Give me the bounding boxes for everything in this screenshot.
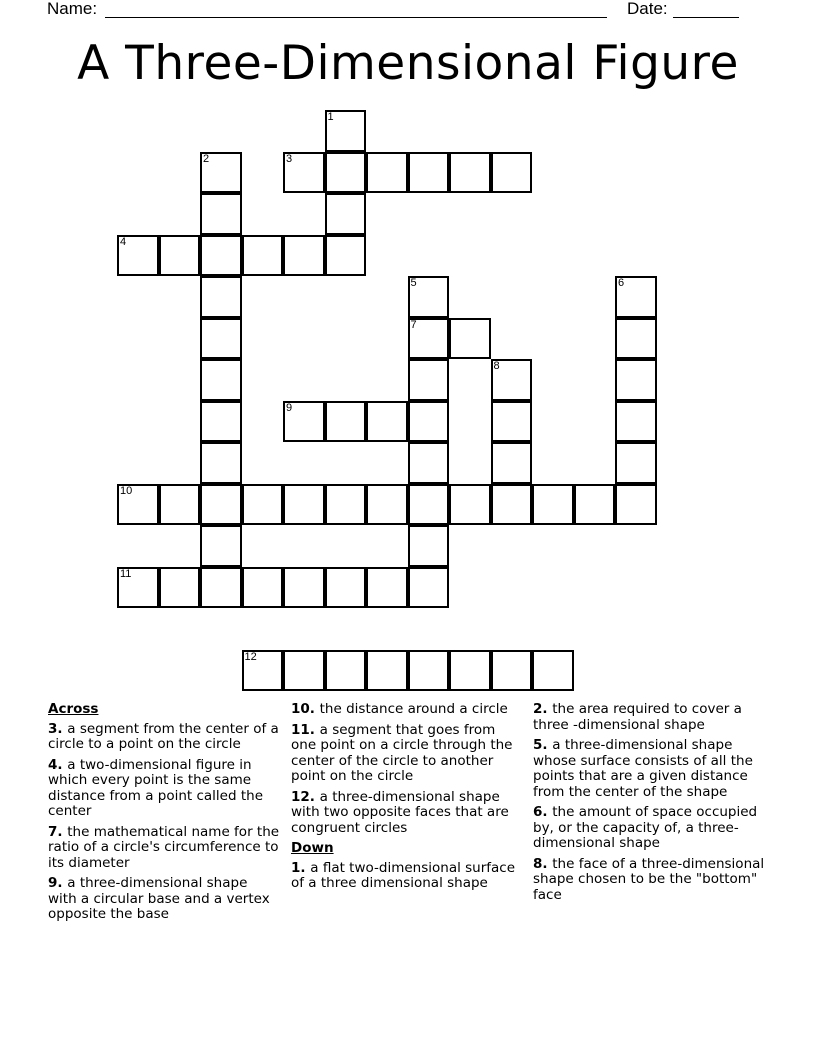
clue-number: 5: [533, 737, 543, 753]
grid-cell[interactable]: [366, 484, 408, 526]
clue-across-3: 3. a segment from the center of a circle to a point on the circle: [48, 720, 279, 752]
grid-cell[interactable]: [242, 484, 284, 526]
grid-cell[interactable]: [615, 401, 657, 443]
clue-number: 8: [533, 855, 543, 872]
grid-cell-number: 6: [618, 277, 625, 289]
grid-cell[interactable]: [408, 442, 450, 484]
grid-cell-number: 9: [286, 401, 293, 414]
clue-number: 7: [48, 823, 58, 840]
clue-number: 11: [291, 721, 310, 738]
grid-cell[interactable]: [283, 484, 325, 526]
grid-cell-number: 5: [410, 277, 417, 289]
grid-cell[interactable]: [491, 401, 533, 443]
grid-cell[interactable]: [200, 276, 242, 318]
grid-cell[interactable]: [159, 484, 201, 526]
grid-cell[interactable]: [491, 152, 533, 194]
grid-cell[interactable]: [408, 567, 450, 609]
clue-number: 4: [48, 756, 58, 773]
clue-number: 12: [291, 788, 310, 805]
grid-cell[interactable]: [200, 567, 242, 609]
clue-across-7: 7. the mathematical name for the ratio of a circle's circumference to its diameter: [48, 823, 280, 871]
down-heading: Down: [291, 840, 334, 856]
grid-cell[interactable]: [408, 359, 450, 401]
grid-cell-number: 7: [410, 318, 417, 331]
grid-cell[interactable]: [325, 110, 367, 152]
grid-cell[interactable]: [491, 359, 533, 401]
grid-cell-number: 2: [203, 152, 210, 165]
clue-across-11: 11. a segment that goes from one point on a circle through the center of the circle to another point on the circle: [291, 721, 513, 784]
grid-cell[interactable]: [408, 650, 450, 692]
grid-cell-number: 8: [493, 360, 500, 372]
grid-cell[interactable]: [200, 525, 242, 567]
clue-column-2: [291, 702, 523, 897]
grid-cell[interactable]: [283, 401, 325, 443]
grid-cell[interactable]: [615, 484, 657, 526]
grid-cell[interactable]: [449, 650, 491, 692]
clue-across-12: 12. a three-dimensional shape with two opposite faces that are congruent circles: [291, 788, 509, 836]
clue-down-8: 8. the face of a three-dimensional shape chosen to be the "bottom" face: [533, 855, 765, 903]
clue-text: a segment that goes from one point on a circle through the center of the circle to another point on the circle: [291, 721, 513, 784]
grid-cell[interactable]: [491, 484, 533, 526]
grid-cell[interactable]: [615, 359, 657, 401]
grid-cell[interactable]: [325, 401, 367, 443]
grid-cell[interactable]: [574, 484, 616, 526]
clue-text: a segment from the center of a circle to a point on the circle: [48, 720, 279, 752]
clue-text: a three-dimensional shape with a circular base and a vertex opposite the base: [48, 875, 270, 922]
date-label: Date:: [627, 0, 668, 18]
clue-across-10: 10. the distance around a circle: [291, 701, 508, 717]
grid-cell[interactable]: [449, 484, 491, 526]
grid-cell[interactable]: [117, 484, 159, 526]
clue-text: the area required to cover a three -dimensional shape: [533, 701, 742, 733]
grid-cell[interactable]: [159, 235, 201, 277]
grid-cell[interactable]: [117, 235, 159, 277]
grid-cell-number: 12: [244, 650, 257, 663]
grid-cell[interactable]: [325, 152, 367, 194]
grid-cell[interactable]: [159, 567, 201, 609]
grid-cell-number: 10: [120, 484, 133, 497]
grid-cell[interactable]: [325, 650, 367, 692]
grid-cell-number: 4: [120, 235, 127, 248]
grid-cell[interactable]: [325, 484, 367, 526]
clue-text: the face of a three-dimensional shape chosen to be the "bottom" face: [533, 855, 765, 903]
grid-cell[interactable]: [532, 484, 574, 526]
across-heading: Across: [48, 701, 99, 717]
clue-text: the amount of space occupied by, or the capacity of, a three-dimensional shape: [533, 804, 758, 851]
grid-cell[interactable]: [532, 650, 574, 692]
grid-cell[interactable]: [325, 567, 367, 609]
clue-text: the mathematical name for the ratio of a circle's circumference to its diameter: [48, 823, 280, 871]
grid-cell[interactable]: [200, 359, 242, 401]
clue-text: the distance around a circle: [319, 701, 508, 717]
grid-cell[interactable]: [283, 567, 325, 609]
grid-cell[interactable]: [491, 650, 533, 692]
clue-down-6: 6. the amount of space occupied by, or the capacity of, a three-dimensional shape: [533, 804, 758, 851]
grid-cell[interactable]: [325, 235, 367, 277]
grid-cell[interactable]: [200, 235, 242, 277]
grid-cell[interactable]: [366, 567, 408, 609]
grid-cell[interactable]: [408, 152, 450, 194]
grid-cell-number: 11: [120, 567, 132, 580]
grid-cell[interactable]: [615, 442, 657, 484]
grid-cell[interactable]: [491, 442, 533, 484]
grid-cell[interactable]: [200, 318, 242, 360]
grid-cell-number: 3: [286, 152, 293, 165]
grid-cell[interactable]: [242, 567, 284, 609]
grid-cell[interactable]: [117, 567, 159, 609]
clue-text: a two-dimensional figure in which every point is the same distance from a point called the center: [48, 756, 264, 819]
grid-cell[interactable]: [200, 401, 242, 443]
grid-cell[interactable]: [408, 525, 450, 567]
clue-column-3: [533, 702, 773, 908]
clue-number: 2: [533, 701, 543, 717]
clue-number: 6: [533, 804, 543, 820]
clue-number: 9: [48, 875, 58, 891]
clue-number: 3: [48, 720, 58, 737]
grid-cell[interactable]: [366, 650, 408, 692]
grid-cell[interactable]: [366, 152, 408, 194]
grid-cell[interactable]: [283, 235, 325, 277]
grid-cell[interactable]: [449, 152, 491, 194]
clue-across-9: 9. a three-dimensional shape with a circular base and a vertex opposite the base: [48, 875, 270, 922]
grid-cell[interactable]: [200, 193, 242, 235]
grid-cell[interactable]: [408, 276, 450, 318]
clue-number: 1: [291, 859, 301, 876]
clue-across-4: 4. a two-dimensional figure in which every point is the same distance from a point called the center: [48, 756, 264, 819]
grid-cell[interactable]: [615, 276, 657, 318]
clue-text: a flat two-dimensional surface of a three dimensional shape: [291, 859, 516, 891]
grid-cell[interactable]: [325, 193, 367, 235]
page-title: A Three-Dimensional Figure: [77, 36, 739, 91]
clue-down-2: 2. the area required to cover a three -dimensional shape: [533, 701, 742, 733]
grid-cell[interactable]: [408, 484, 450, 526]
clue-number: 10: [291, 701, 310, 717]
grid-cell[interactable]: [200, 442, 242, 484]
grid-cell[interactable]: [615, 318, 657, 360]
clue-text: a three-dimensional shape whose surface consists of all the points that are a given distance from the center of the shape: [533, 737, 753, 800]
grid-cell[interactable]: [242, 235, 284, 277]
grid-cell[interactable]: [408, 318, 450, 360]
grid-cell-number: 1: [327, 111, 334, 123]
grid-cell[interactable]: [283, 152, 325, 194]
grid-cell[interactable]: [283, 650, 325, 692]
clue-text: a three-dimensional shape with two opposite faces that are congruent circles: [291, 788, 509, 836]
clue-down-1: 1. a flat two-dimensional surface of a three dimensional shape: [291, 859, 516, 891]
name-label: Name:: [47, 0, 98, 18]
clue-column-1: [48, 702, 280, 928]
grid-cell[interactable]: [242, 650, 284, 692]
grid-cell[interactable]: [449, 318, 491, 360]
grid-cell[interactable]: [200, 152, 242, 194]
clue-down-5: 5. a three-dimensional shape whose surface consists of all the points that are a given distance from the center of the shape: [533, 737, 753, 800]
grid-cell[interactable]: [408, 401, 450, 443]
grid-cell[interactable]: [366, 401, 408, 443]
grid-cell[interactable]: [200, 484, 242, 526]
